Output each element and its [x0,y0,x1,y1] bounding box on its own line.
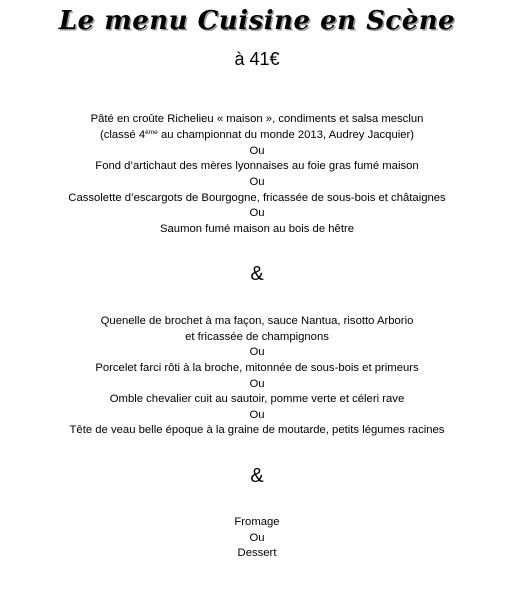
or-separator: Ou [249,176,265,188]
course-separator-ampersand: & [250,465,264,487]
dessert-dessert: Dessert [237,547,277,559]
entree-escargots: Cassolette d’escargots de Bourgogne, fricassée de sous-bois et châtaignes [68,192,446,204]
or-separator: Ou [249,378,265,390]
entree-saumon: Saumon fumé maison au bois de hêtre [159,223,355,235]
course-separator-ampersand: & [250,263,264,285]
note-text-before: (classé 4 [99,129,146,141]
or-separator: Ou [249,532,265,544]
entree-pate-note [0,128,514,142]
note-text-after: au championnat du monde 2013, Audrey Jacquier) [157,129,415,141]
plat-quenelle-continued: et fricassée de champignons [185,331,329,343]
or-separator: Ou [249,145,265,157]
entree-artichaut: Fond d’artichaut des mères lyonnaises au foie gras fumé maison [95,160,419,172]
or-separator: Ou [249,346,265,358]
menu-title: Le menu Cuisine en Scène [58,6,456,36]
entree-pate-en-croute: Pâté en croûte Richelieu « maison », condiments et salsa mesclun [90,113,424,125]
plat-quenelle: Quenelle de brochet à ma façon, sauce Nantua, risotto Arborio [100,315,414,327]
menu-price: à 41€ [234,49,280,69]
note-superscript: ème [145,129,158,136]
plat-porcelet: Porcelet farci rôti à la broche, mitonnée de sous-bois et primeurs [95,362,419,374]
plat-tete-de-veau: Tête de veau belle époque à la graine de moutarde, petits légumes racines [69,424,445,436]
dessert-fromage: Fromage [234,516,280,528]
or-separator: Ou [249,207,265,219]
or-separator: Ou [249,409,265,421]
plat-omble: Omble chevalier cuit au sautoir, pomme verte et céleri rave [109,393,405,405]
